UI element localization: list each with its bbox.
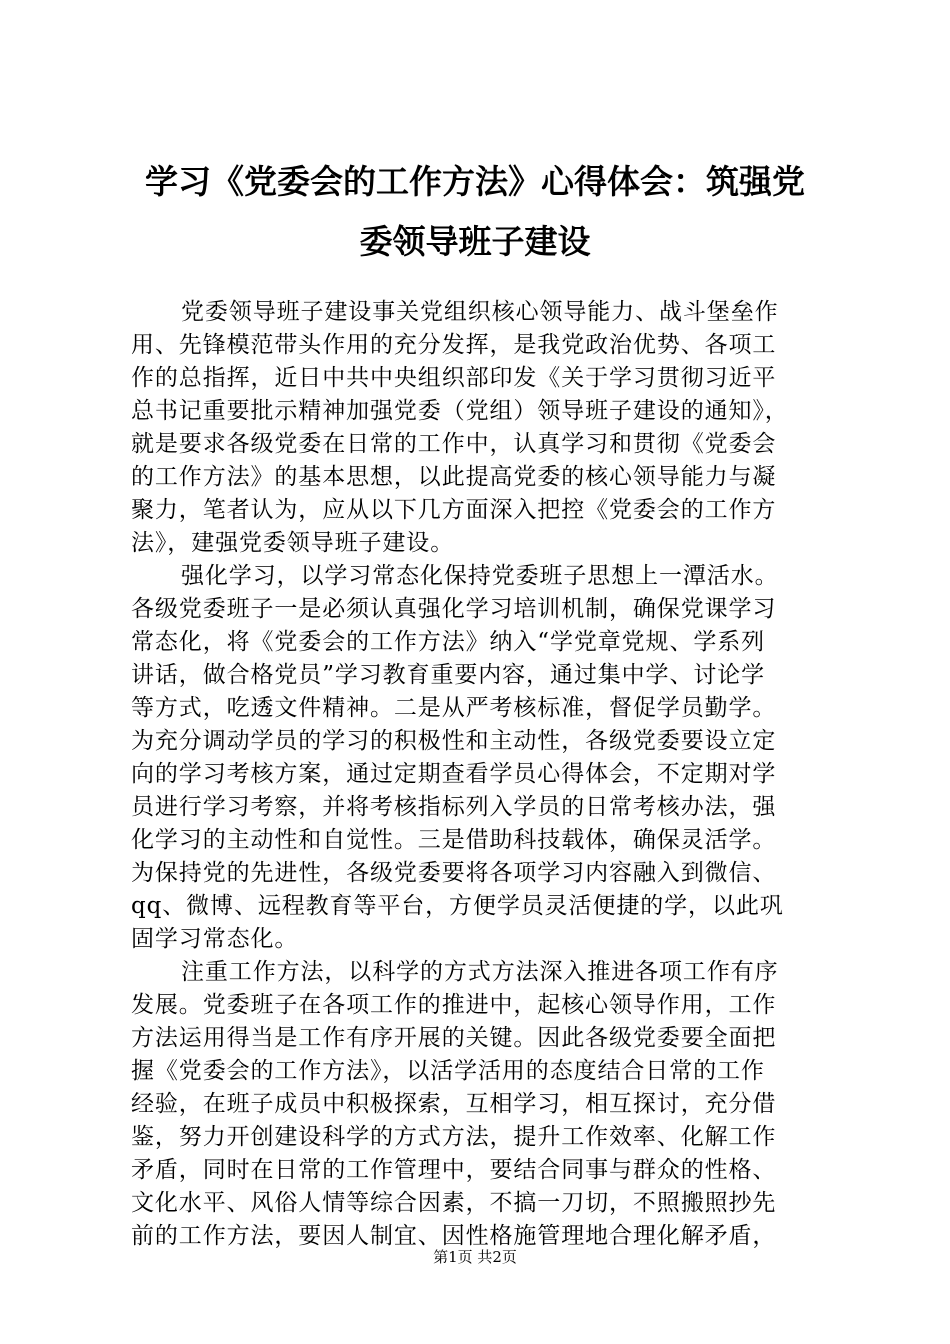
text-line: 注重工作方法，以科学的方式方法深入推进各项工作有序 — [181, 959, 779, 985]
text-line: 方法运用得当是工作有序开展的关键。因此各级党委要全面把 — [131, 1025, 777, 1051]
text-line: 作的总指挥，近日中共中央组织部印发《关于学习贯彻习近平 — [131, 365, 777, 391]
page-number-footer: 第1页 共2页 — [433, 1248, 517, 1266]
text-line: qq、微博、远程教育等平台，方便学员灵活便捷的学，以此巩 — [131, 893, 784, 919]
text-line: 法》，建强党委领导班子建设。 — [131, 530, 455, 556]
text-line: 前的工作方法，要因人制宜、因性格施管理地合理化解矛盾， — [131, 1223, 777, 1249]
text-line: 鉴，努力开创建设科学的方式方法，提升工作效率、化解工作 — [131, 1124, 777, 1150]
text-line: 向的学习考核方案，通过定期查看学员心得体会，不定期对学 — [131, 761, 777, 787]
text-line: 员进行学习考察，并将考核指标列入学员的日常考核办法，强 — [131, 794, 777, 820]
text-line: 发展。党委班子在各项工作的推进中，起核心领导作用，工作 — [131, 992, 777, 1018]
text-line: 用、先锋模范带头作用的充分发挥，是我党政治优势、各项工 — [131, 332, 777, 358]
document-title-line-2: 委领导班子建设 — [359, 222, 591, 261]
text-line: 各级党委班子一是必须认真强化学习培训机制，确保党课学习 — [131, 596, 777, 622]
text-line: 文化水平、风俗人情等综合因素，不搞一刀切，不照搬照抄先 — [131, 1190, 777, 1216]
text-line: 常态化，将《党委会的工作方法》纳入“学党章党规、学系列 — [131, 629, 766, 655]
document-title-line-1: 学习《党委会的工作方法》心得体会：筑强党 — [145, 162, 805, 201]
text-line: 矛盾，同时在日常的工作管理中，要结合同事与群众的性格、 — [131, 1157, 777, 1183]
text-line: 总书记重要批示精神加强党委（党组）领导班子建设的通知》， — [131, 398, 789, 424]
text-line: 为保持党的先进性，各级党委要将各项学习内容融入到微信、 — [131, 860, 777, 886]
text-line: 固学习常态化。 — [131, 926, 299, 952]
text-line: 化学习的主动性和自觉性。三是借助科技载体，确保灵活学。 — [131, 827, 777, 853]
text-line: 强化学习，以学习常态化保持党委班子思想上一潭活水。 — [181, 563, 779, 589]
text-line: 党委领导班子建设事关党组织核心领导能力、战斗堡垒作 — [181, 299, 779, 325]
paragraph — [131, 560, 831, 956]
text-line: 为充分调动学员的学习的积极性和主动性，各级党委要设立定 — [131, 728, 777, 754]
text-line: 聚力，笔者认为，应从以下几方面深入把控《党委会的工作方 — [131, 497, 777, 523]
text-line: 经验，在班子成员中积极探索，互相学习，相互探讨，充分借 — [131, 1091, 777, 1117]
document-body — [131, 296, 831, 1253]
text-line: 的工作方法》的基本思想，以此提高党委的核心领导能力与凝 — [131, 464, 777, 490]
paragraph — [131, 296, 831, 560]
paragraph — [131, 956, 831, 1253]
text-line: 握《党委会的工作方法》，以活学活用的态度结合日常的工作 — [131, 1058, 765, 1084]
text-line: 就是要求各级党委在日常的工作中，认真学习和贯彻《党委会 — [131, 431, 777, 457]
text-line: 等方式，吃透文件精神。二是从严考核标准，督促学员勤学。 — [131, 695, 777, 721]
text-line: 讲话，做合格党员”学习教育重要内容，通过集中学、讨论学 — [131, 662, 766, 688]
